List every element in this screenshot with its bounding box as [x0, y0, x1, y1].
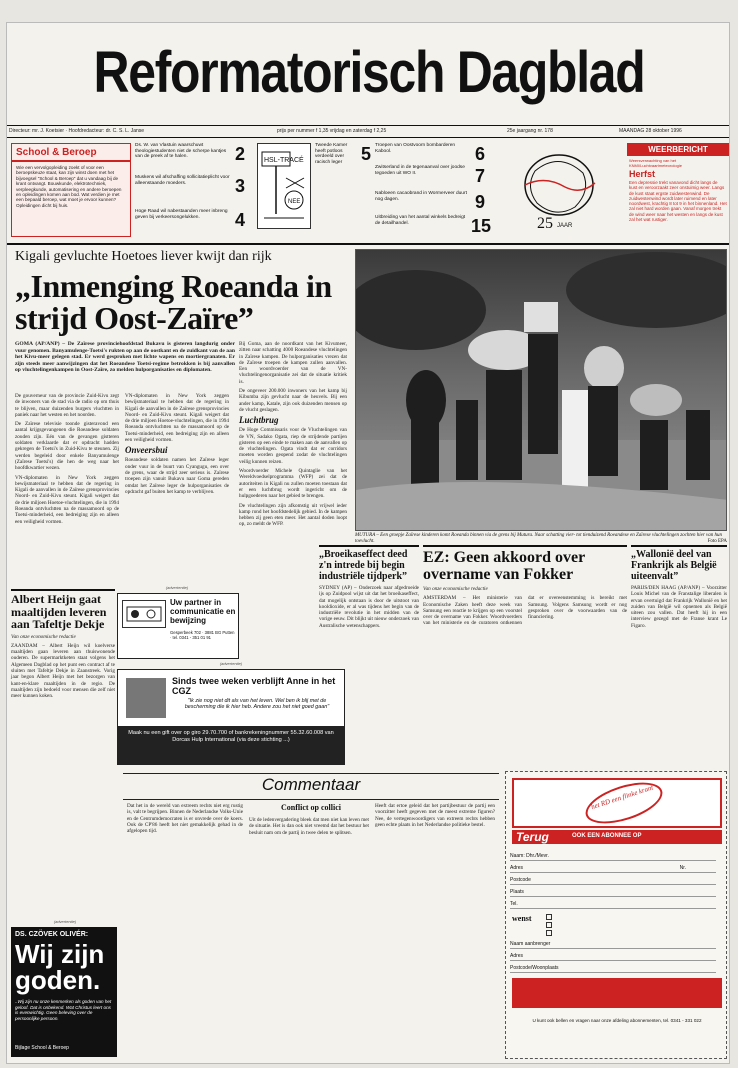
teaser-page-number: 7 [475, 166, 486, 186]
partner-address: Gesperbeek 702 · 3881 BG Putten · tel. 0341 - 351 01 91 [170, 630, 235, 640]
lead-subheading: Onveersbui [125, 445, 168, 456]
payment-checkbox[interactable] [546, 922, 552, 928]
form-label: Adres [510, 865, 524, 871]
weather-box [627, 143, 729, 237]
partner-advertisement[interactable] [117, 593, 239, 659]
refugees-photo [356, 250, 727, 531]
lead-paragraph: De Hoge Commissaris voor de Vluchtelingen van de VN, Sadako Ogata, riep de strijdende partijen gisteren op een einde te maken aan de aanvallen op de vluchtelingen. Ogata vindt dat er corridors moeten worden geopend zodat de vluchtelingen veilig kunnen reizen. [239, 427, 347, 465]
photo-caption [355, 533, 727, 545]
coupon-banner-title: Terug [516, 830, 549, 844]
heijn-byline: Van onze economische redactie [11, 633, 76, 640]
teaser-item[interactable]: Troepen van Oostvoorn bombarderen Kabool. [375, 143, 456, 154]
form-label: Naam: Dhr./Mevr. [510, 853, 549, 859]
dorcas-title: Sinds twee weken verblijft Anne in het CGZ [172, 676, 336, 696]
dateline-editors: Directeur: mr. J. Koetsier · Hoofdredacteur: dr. C. S. L. Janse [9, 128, 145, 134]
fokker-article [423, 545, 627, 627]
form-wants-label: wenst [512, 914, 532, 923]
broeikas-body: SYDNEY (AP) – Onderzoek naar afgedroeide ijs op Zuidpool wijst uit dat het broeikaseffect, dat mogelijk ontstaan is door de uitstoot van kooldioxide, er al was tijdens het begin van de industriële revolutie in het midden van de vorige eeuw. Dit blijkt uit nieuw onderzoek van Australische wetenschappers. [319, 585, 419, 629]
masthead [7, 29, 730, 125]
teaser-item[interactable]: Hoge Raad wil nabestaanden meer inbreng geven bij verkeersongelukken. [135, 209, 228, 220]
svg-text:NEE: NEE [288, 199, 301, 205]
lead-column-1 [15, 393, 119, 525]
form-field-phone[interactable] [510, 900, 716, 909]
photo-credit: Foto EPA [707, 539, 727, 544]
school-beroep-box[interactable] [11, 143, 131, 237]
dorcas-advertisement[interactable] [117, 669, 345, 765]
lead-paragraph: Roeandese soldaten namen het Zaïrese leger onder vuur in de buurt van Cyangugu, een over de grens, waar de strijd zeer serieus is. Zaïrese troepen zijn vanuit Bukavu naar Goma gereden omdat het Zaïrese leger de hulporganisaties de opdracht gaf buiten het kamp te verblijven. [125, 457, 229, 495]
weather-header: WEERBERICHT [627, 143, 729, 156]
teaser-page-number: 2 [235, 144, 246, 164]
wallonie-body: PARIJS/DEN HAAG (AP/ANP) – Voorzitter Louis Michel van de Franstalige liberalen is ervan overtuigd dat Frankrijk Wallonië en het zuiden van België wil opnemen als België uiteen zou vallen. Dat heeft hij in een interview gezegd met de Franse krant Le Figaro. [631, 585, 727, 629]
newspaper-page [6, 22, 730, 1064]
czovek-body: ..Wij zijn nu onze kenmerken als goden van het geloof. Dat is onbekend. Wat Christus leert ons is evenwichtig. Geen beleving over de persoonlijke persoon. [15, 999, 112, 1021]
commentaar-paragraph: Heeft dat ertoe geleid dat het partijbestuur de partij een voorzitter heeft gegeven met de meest extreme figuren? Nee, de vertegenwoordigers van extreem rechts hebben geen echte plaats in het Nederlandse politieke bestel. [375, 803, 495, 828]
lead-paragraph: Bij Goma, aan de noordkant van het Kivumeer, zitten naar schatting 4000 Roeandese vluchtelingen in Zaïrese kampen. De hulporganisaties vrezen dat de Zaïrese troepen de kampen zullen aanvallen. Een woordvoerder van de VN-vluchtelingenorganisatie zei dat de situatie kritiek is. [239, 341, 347, 385]
czovek-advertisement[interactable] [11, 927, 117, 1057]
teaser-page-number: 15 [471, 216, 492, 236]
rd-stamp: het RD een flinke krant [581, 774, 668, 831]
commentaar-paragraph: Dat het in de wereld van extreem rechts niet erg rustig is, valt te begrijpen. Binnen de Nederlandse Volks-Unie en de Centrumdemocraten is er onvrede over de koers. Ook de CP'86 heeft het niet gemakkelijk gehad in de afgelopen tijd. [127, 803, 243, 835]
anniversary-number: 25 [537, 215, 553, 232]
cartoon [257, 143, 311, 229]
form-field-city[interactable] [510, 888, 716, 897]
partner-title: Uw partner in communicatie en bewijzing [170, 598, 236, 625]
lead-subheading: Luchtbrug [239, 415, 279, 426]
school-beroep-title: School & Beroep [12, 144, 130, 162]
czovek-title: Wij zijn goden. [15, 939, 105, 995]
heijn-body: ZAANDAM – Albert Heijn wil koelverse maaltijden gaan leveren aan thuiswonende ouderen. De supermarktketen staat volgens het Algemeen Dagblad op het punt een contract af te sluiten met Tafeltje Dekje in Zaanstreek. Vorig jaar begon Albert Heijn met het bezorgen van kant-en-klare maaltijden in de regio. De maaltijden zijn bedoeld voor mensen die zelf niet meer kunnen koken. [11, 642, 115, 700]
teaser-bar [7, 141, 730, 245]
form-field-address[interactable] [510, 864, 716, 873]
form-label: Adres [510, 953, 524, 959]
lead-headline: „Inmenging Roeanda in strijd Oost-Zaïre” [15, 268, 332, 336]
dorcas-quote: "Ik zie nog niet dit als van het leven. Wel ben ik blij met de bescherming die ik hier heb. Andere zou het niet goed gaan" [184, 698, 330, 711]
teaser-page-number: 5 [361, 144, 372, 164]
anne-portrait [126, 678, 166, 718]
form-label: Tel. [510, 901, 518, 907]
form-label: Nr. [679, 865, 686, 871]
lead-kicker: Kigali gevluchte Hoetoes liever kwijt dan rijk [15, 249, 272, 264]
teaser-item[interactable]: Tweede Kamer heeft potloos verdeeld over racisch leger [315, 143, 348, 165]
payment-options [546, 914, 716, 936]
anniversary-logo [495, 141, 623, 239]
lead-photo [355, 249, 727, 531]
lead-paragraph: VN-diplomaten in New York zeggen bewijsmateriaal te hebben dat de regering in Kigali de aanvallen in de Zaïrese grensprovincies Noord- en Zuid-Kivu steunt. Kigali weigert dat de drie miljoen Hoetoe-vluchtelingen, die in 1994 Roeanda ontvluchtten na de massamoord op de Toetsi-minderheid, een bedreiging zijn en alleen een veiligheid vormen. [15, 474, 119, 525]
coupon-banner-subtitle: OOK EEN ABONNEE OP [572, 833, 642, 839]
subscription-coupon[interactable] [505, 771, 727, 1059]
commentaar-section [123, 767, 499, 1063]
weather-body: Een depressie trekt vanavond dicht langs de kust en veroorzaakt zeer onstuimig weer. Langs de kust staat ergste zuidwestenwind. De zuidwestenwind wordt later ruimend en later noordwest, krachtig 8 tot 9 in het binnenland. Het zal niet hard worden gaan. Vanaf morgen trekt de wind weer naar het westen en langs de kust zal het wat rustiger. [629, 180, 727, 223]
form-label: Postcode [510, 877, 531, 883]
czovek-footer: Bijlage School & Beroep [15, 1045, 69, 1051]
fokker-body: AMSTERDAM – Het ministerie van Economische Zaken heeft deze week van Samsung een reactie te krijgen op een voorstel over de overname van Fokker. Woordvoerders van het ministerie en de curatoren ontkennen dat er overeenstemming is bereikt met Samsung. Volgens Samsung wordt er nog gesproken over de voorwaarden van de financiering. [423, 595, 627, 627]
payment-checkbox[interactable] [546, 930, 552, 936]
teaser-item[interactable]: Zwitserland in de tegenaanval over joodse tegoeden uit WO II. [375, 165, 465, 176]
printing-press-icon [123, 601, 165, 627]
photo-caption-text: MUTURA – Een groepje Zaïrese kinderen komt Roeanda binnen via de grens bij Mutura. Naar schatting vier- tot tienduizend Roeandese en Zaïrese vluchtelingen zochten hier van hun toevlucht. [355, 533, 723, 544]
teaser-column-3 [375, 143, 491, 237]
form-field-name[interactable] [510, 852, 716, 861]
dateline-volume: 25e jaargang nr. 178 [507, 128, 553, 134]
fokker-headline: EZ: Geen akkoord over overname van Fokker [423, 549, 585, 583]
advertisement-label: (advertentie) [219, 661, 243, 666]
dorcas-giro: Maak nu een gift over op giro 29.70.700 of bankrekeningnummer 55.32.60.008 van Dorcas Hulp International (via deze stichting ...) [118, 726, 344, 764]
commentaar-title: Commentaar [261, 775, 361, 794]
fokker-byline: Van onze economische redactie [423, 586, 488, 592]
lead-paragraph: VN-diplomaten in New York zeggen bewijsmateriaal te hebben dat de regering in Kigali de aanvallen in de Zaïrese grensprovincies Noord- en Zuid-Kivu steunt. Kigali weigert dat de drie miljoen Hoetoe-vluchtelingen, die in 1994 Roeanda ontvluchtten na de massamoord op de Toetsi-minderheid, een bedreiging zijn en alleen een veiligheid vormen. [125, 393, 229, 444]
wallonie-headline: „Wallonië deel van Frankrijk als België uiteenvalt” [631, 549, 717, 582]
teaser-page-number: 3 [235, 176, 246, 196]
teaser-item[interactable]: Nabloeen cacaobrand in Wormerveer duurt nog dagen. [375, 191, 467, 202]
teaser-item[interactable]: Uitbreiding van het aantal winkels bedreigt de detailhandel. [375, 215, 466, 226]
broeikas-article [319, 545, 419, 629]
stamp-box [512, 778, 722, 828]
commentaar-heading: Conflict op collici [281, 803, 341, 812]
teaser-item[interactable]: Muskens wil afschaffing sollicitatieplicht voor alleenstaande moeders. [135, 175, 230, 186]
form-field-recruiter-city[interactable] [510, 964, 716, 973]
dateline-date: MAANDAG 28 oktober 1996 [619, 128, 682, 134]
partner-logo [122, 600, 166, 628]
wallonie-article [631, 545, 727, 629]
advertisement-label: (advertentie) [53, 919, 77, 924]
lead-paragraph: Woordvoerder Michele Quintaglie van het Wereldvoedselprogramma (WFP) zei dat de autoriteiten in Kigali nu zullen moeten toestaan dat er een luchtbrug wordt ingericht om de hulpgoederen naar het gebied te brengen. [239, 468, 347, 500]
commentaar-paragraph: Uit de ledenvergadering bleek dat men niet kan leven met de situatie. Het is dan ook niet vreemd dat het bestuur het besluit nam om de partij in twee delen te splitsen. [249, 817, 369, 836]
teaser-page-number: 9 [475, 192, 486, 212]
svg-text:HSL-TRACÉ: HSL-TRACÉ [264, 157, 304, 164]
dateline-price: prijs per nummer f 1,35 vrijdag en zaterdag f 2,25 [277, 128, 387, 134]
broeikas-headline: „Broeikaseffect deed z'n intrede bij begin industriële tijdperk” [319, 549, 408, 582]
lead-column-3 [239, 341, 347, 528]
weather-source: Weersverwachting van het KNMI/Luchtvaartmeteorologie [629, 158, 682, 168]
gift-options [512, 978, 722, 1008]
anniversary-label: JAAR [557, 223, 573, 229]
coupon-footer: U kunt ook bellen en vragen naar onze afdeling abonnementen, tel. 0341 - 331 022 [532, 1018, 702, 1023]
teaser-page-number: 6 [475, 144, 486, 164]
form-field-recruiter-address[interactable] [510, 952, 716, 961]
teaser-item[interactable]: Ds. W. van Vlastuin waarschuwt theologiestudenten niet de scherpe kantjes van de preek af te halen. [135, 143, 227, 160]
heijn-headline: Albert Heijn gaat maaltijden leveren aan Tafeltje Dekje [11, 592, 107, 631]
form-label: Postcode/Woonplaats [510, 965, 559, 971]
school-beroep-body: Wie een vervolgopleiding zoekt of voor een beroepskeuze staat, kan zijn winst doen met het bijvoegsel "School & Beroep" dat u vandaag bij de krant ontvangt. Bouwkunde, elektrotechniek, verpleegkunde, automatisering en andere beroepen en opleidingen komen aan bod. Wat verdien je met een bepaald beroep, wat moet je ervoor kunnen? Opleidingen dicht bij huis. [16, 165, 122, 208]
form-field-postcode[interactable] [510, 876, 716, 885]
czovek-author: DS. CZÖVEK OLIVÉR: [15, 931, 89, 938]
form-label: Plaats [510, 889, 524, 895]
teaser-column-1 [135, 143, 253, 237]
masthead-title: Reformatorisch Dagblad [93, 40, 645, 105]
lead-paragraph: De gouverneur van de provincie Zuid-Kivu zegt de inwoners van de stad via de radio op om thuis te blijven, maar duizenden burgers vluchtten in paniek naar het westen en het noorden. [15, 393, 119, 418]
dateline [7, 125, 730, 138]
payment-checkbox[interactable] [546, 914, 552, 920]
lead-intro: GOMA (AP/ANP) – De Zaïrese provinciehoofdstad Bukavu is gisteren langdurig onder vuur genomen. Banyamulenge-Toetsi's rukten op aan de oostkant en de zuidkant van de aan het Kivu-meer gelegen stad. Er werd gesproken met lichte wapens en mortiergranaten. Er zijn steeds meer aanwijzingen dat het Roeandese Toetsi-regime betrokken is bij aanvallen op vluchtelingenkampen in Oost-Zaïre, zo melden hulporganisaties en diplomaten. [15, 341, 235, 374]
teaser-page-number: 4 [235, 210, 246, 230]
form-field-recruiter-name[interactable] [510, 940, 716, 949]
advertisement-label: (advertentie) [165, 585, 189, 590]
lead-column-2 [125, 393, 229, 495]
cartoon-drawing [258, 144, 310, 228]
heijn-article [11, 589, 115, 699]
weather-title: Herfst [629, 169, 656, 179]
form-label: Naam aanbrenger [510, 941, 551, 947]
coupon-banner [512, 830, 722, 844]
lead-paragraph: De Zaïrese televisie toonde gisteravond een aantal krijgsgevangenen die Roeandese soldaten zouden zijn. Eén van de gevangen gistteren soldaten verklaarde dat er opdracht hadden gekregen de Toetsi's in Zuid-Kivu te steunen. Zij werden begeleid door enkele Banyamulenge (Zaïrese Toetsi's) die hen de weg naar het hoofdkwartier wezen. [15, 421, 119, 472]
lead-paragraph: De vluchtelingen zijn afkomstig uit vrijwel ieder kamp rond het hoofdstedelijk gebied. In de kampen hebben zij geen eten meer. Het aantal doden loopt op, zo meldt de WFP. [239, 502, 347, 528]
lead-paragraph: De ongeveer 200.000 inwoners van het kamp bij Kibumba zijn gevlucht naar de heuvels. Bij een ander kamp, Katale, zijn ook duizenden mensen op de vlucht geslagen. [239, 388, 347, 413]
